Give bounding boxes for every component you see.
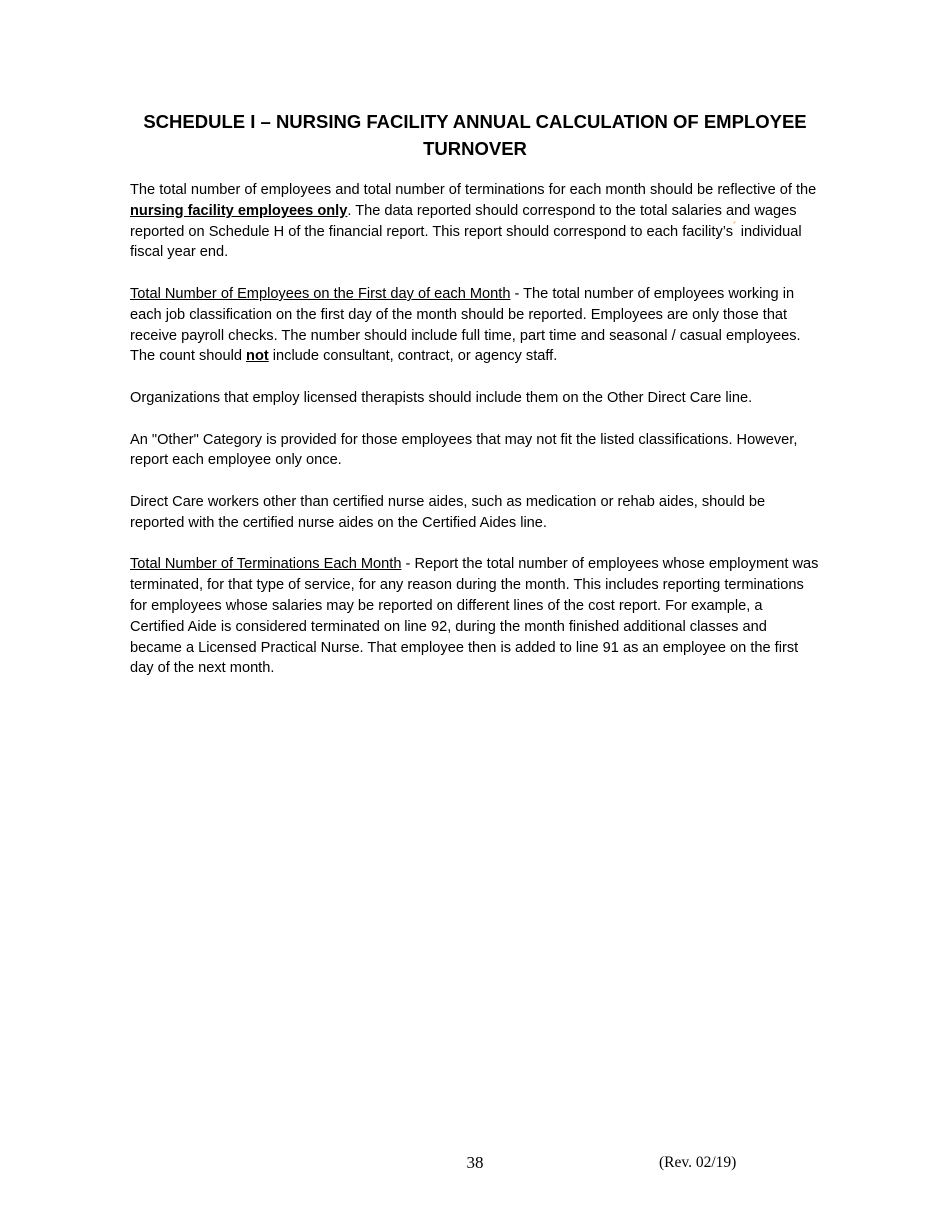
total-employees-text-a: - The total number of employees working in each job classification on the first day of the month should be reported. Employees are only those that receive payroll checks. The number should include full time, part time and seasonal / casual employees. The count should xyxy=(130,285,801,365)
revision-label: (Rev. 02/19) xyxy=(659,1154,737,1171)
paragraph-scope-text-a: The total number of employees and total number of terminations for each month should be reflective of the xyxy=(130,182,817,198)
total-terminations-heading: Total Number of Terminations Each Month xyxy=(130,556,402,573)
paragraph-scope-text-b: . The data reported should correspond to the total salaries and wages reported on Schedule H of the financial report. This report should correspond to each facility’s xyxy=(130,202,797,240)
paragraph-licensed-therapists: Organizations that employ licensed therapists should include them on the Other Direct Care line. xyxy=(130,389,753,406)
edit-mark: ´ xyxy=(733,220,737,233)
paragraph-scope xyxy=(130,180,820,263)
page-number: 38 xyxy=(466,1153,484,1172)
page-title: SCHEDULE I – NURSING FACILITY ANNUAL CALCULATION OF EMPLOYEE TURNOVER xyxy=(143,111,807,159)
not-emphasis: not xyxy=(246,348,269,365)
paragraph-other-category: An "Other" Category is provided for those employees that may not fit the listed classifications. However, report each employee only once. xyxy=(130,431,798,469)
total-employees-heading: Total Number of Employees on the First day of each Month xyxy=(130,285,511,302)
total-employees-text-b: include consultant, contract, or agency staff. xyxy=(268,348,558,365)
paragraph-total-employees xyxy=(130,284,820,367)
paragraph-scope-text-c: individual fiscal year end. xyxy=(130,223,802,261)
document-body xyxy=(130,180,820,700)
total-terminations-text: - Report the total number of employees whose employment was terminated, for that type of service, for any reason during the month. This includes reporting terminations for employees whose salaries may be reported on different lines of the cost report. For example, a Certified Aide is considered terminated on line 92, during the month finished additional classes and became a Licensed Practical Nurse. That employee then is added to line 91 as an employee on the first day of the next month. xyxy=(130,556,819,677)
paragraph-direct-care-workers: Direct Care workers other than certified nurse aides, such as medication or rehab aides, should be reported with the certified nurse aides on the Certified Aides line. xyxy=(130,493,766,531)
nursing-facility-employees-only-emphasis: nursing facility employees only xyxy=(130,202,348,219)
paragraph-total-terminations xyxy=(130,554,820,679)
